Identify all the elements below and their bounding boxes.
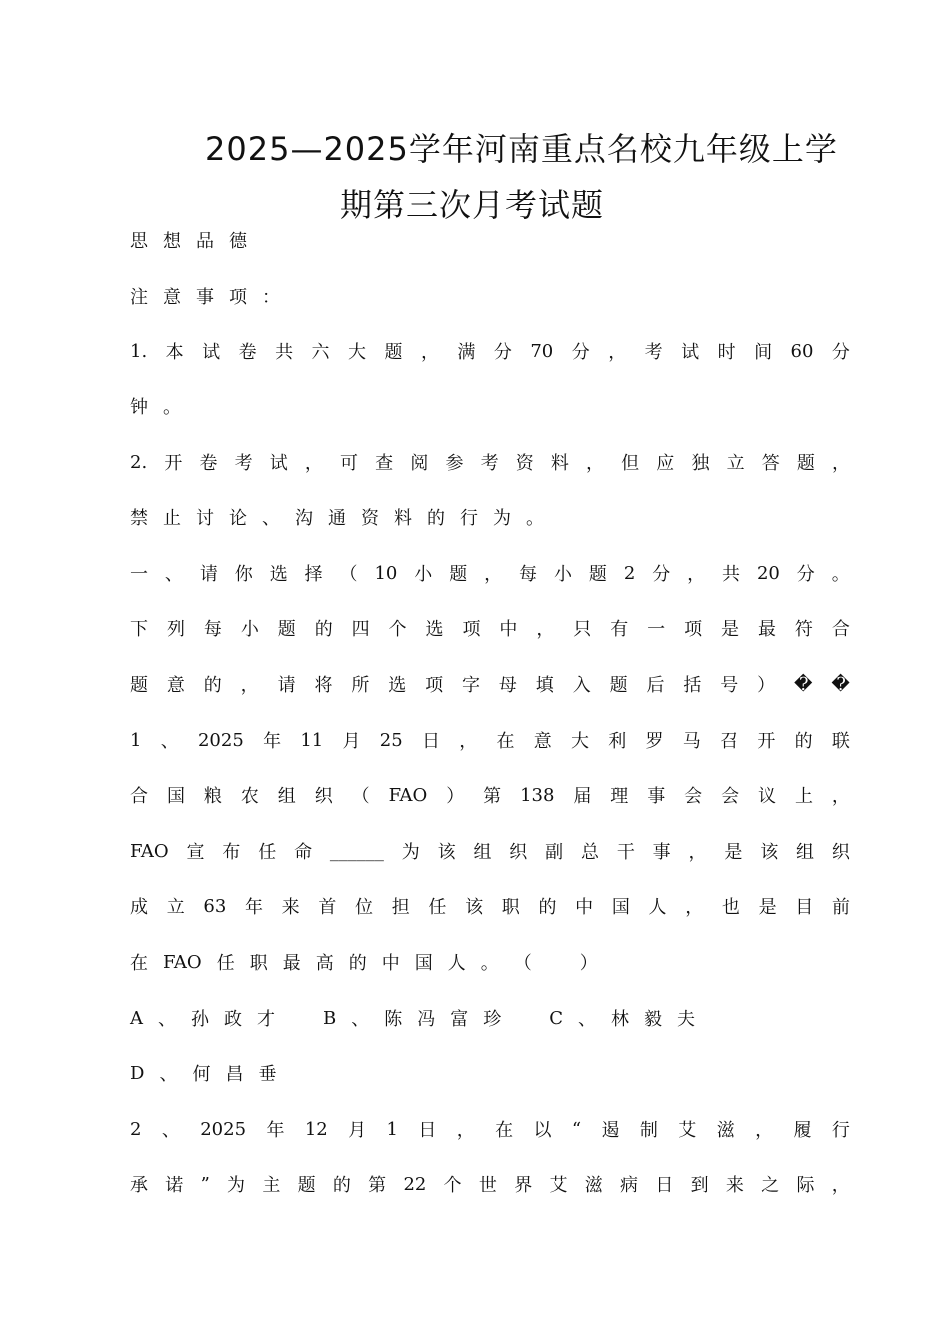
body-line: 在 FAO 任 职 最 高 的 中 国 人 。 （ ）: [130, 951, 598, 974]
body-line: 合 国 粮 农 组 织 （ FAO ） 第 138 届 理 事 会 会 议 上 ，: [130, 784, 850, 807]
body-line: A 、 孙 政 才 B 、 陈 冯 富 珍 C 、 林 毅 夫: [130, 1007, 696, 1030]
body-line: 成 立 63 年 来 首 位 担 任 该 职 的 中 国 人 ， 也 是 目 前: [130, 895, 850, 918]
body-line: 下 列 每 小 题 的 四 个 选 项 中 ， 只 有 一 项 是 最 符 合: [130, 619, 850, 640]
body-line: 1 、 2025 年 11 月 25 日 ， 在 意 大 利 罗 马 召 开 的 联: [130, 729, 850, 752]
body-line: D 、 何 昌 垂: [130, 1062, 277, 1085]
body-line: FAO 宣 布 任 命 ______ 为 该 组 织 副 总 干 事 ， 是 该 组 织: [130, 840, 850, 863]
document-title-line-2: 期第三次月考试题: [340, 186, 605, 224]
body-line: 1. 本 试 卷 共 六 大 题 ， 满 分 70 分 ， 考 试 时 间 60 分: [130, 340, 850, 363]
body-line: 思 想 品 德: [130, 231, 247, 252]
document-title-line-1: 2025—2025学年河南重点名校九年级上学: [205, 130, 838, 168]
body-line: 一 、 请 你 选 择 （ 10 小 题 ， 每 小 题 2 分 ， 共 20 分 。: [130, 562, 850, 585]
body-line: 2. 开 卷 考 试 ， 可 查 阅 参 考 资 料 ， 但 应 独 立 答 题 ，: [130, 451, 850, 474]
body-line: 题 意 的 ， 请 将 所 选 项 字 母 填 入 题 后 括 号 ） � �: [130, 673, 850, 696]
body-line: 禁 止 讨 论 、 沟 通 资 料 的 行 为 。: [130, 508, 544, 529]
body-line: 承 诺 ” 为 主 题 的 第 22 个 世 界 艾 滋 病 日 到 来 之 际 ，: [130, 1173, 850, 1196]
body-line: 2 、 2025 年 12 月 1 日 ， 在 以 “ 遏 制 艾 滋 ， 履 行: [130, 1118, 850, 1141]
body-line: 注 意 事 项 ：: [130, 287, 280, 308]
body-line: 钟 。: [130, 397, 181, 418]
